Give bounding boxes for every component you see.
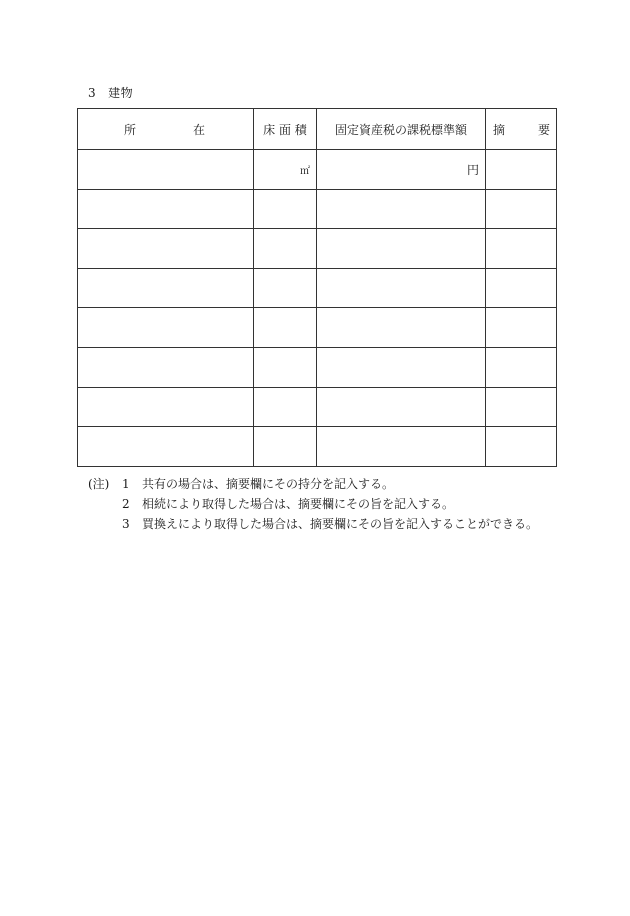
table-row (78, 150, 557, 190)
table-header-row (78, 109, 557, 150)
note-item (88, 494, 538, 514)
note-text: 共有の場合は、摘要欄にその持分を記入する。 (142, 477, 395, 491)
note-item (88, 474, 538, 494)
table-row (78, 229, 557, 269)
note-indent (88, 514, 122, 534)
note-text: 買換えにより取得した場合は、摘要欄にその旨を記入することができる。 (142, 517, 539, 531)
cell-location[interactable] (78, 268, 254, 308)
cell-assessed-value[interactable] (317, 387, 486, 427)
cell-floor-area[interactable] (254, 229, 317, 269)
notes-label: (注) (88, 477, 110, 491)
note-number: 3 (122, 517, 130, 531)
cell-remarks[interactable] (486, 347, 557, 387)
area-unit-label: ㎡ (300, 165, 310, 177)
header-remarks (486, 109, 557, 150)
table-row (78, 189, 557, 229)
cell-floor-area[interactable] (254, 387, 317, 427)
cell-location[interactable] (78, 427, 254, 467)
cell-assessed-value[interactable] (317, 229, 486, 269)
cell-floor-area[interactable] (254, 150, 317, 190)
building-table (77, 108, 557, 467)
cell-remarks[interactable] (486, 308, 557, 348)
note-indent (88, 494, 122, 514)
header-remarks-char-2: 要 (537, 122, 550, 137)
cell-floor-area[interactable] (254, 427, 317, 467)
header-location-char-2: 在 (192, 122, 205, 137)
note-number: 2 (122, 497, 130, 511)
header-location-char-1: 所 (124, 122, 137, 137)
cell-assessed-value[interactable] (317, 347, 486, 387)
cell-floor-area[interactable] (254, 308, 317, 348)
cell-assessed-value[interactable] (317, 150, 486, 190)
cell-remarks[interactable] (486, 189, 557, 229)
cell-floor-area[interactable] (254, 268, 317, 308)
header-floor-area: 床 面 積 (254, 109, 317, 150)
cell-remarks[interactable] (486, 387, 557, 427)
cell-location[interactable] (78, 308, 254, 348)
section-title: 建物 (108, 86, 134, 100)
notes-section (88, 474, 538, 534)
cell-floor-area[interactable] (254, 347, 317, 387)
cell-location[interactable] (78, 229, 254, 269)
header-assessed-value: 固定資産税の課税標準額 (317, 109, 486, 150)
cell-assessed-value[interactable] (317, 427, 486, 467)
section-heading (88, 84, 133, 101)
note-number: 1 (122, 477, 130, 491)
table-row (78, 427, 557, 467)
cell-assessed-value[interactable] (317, 189, 486, 229)
cell-assessed-value[interactable] (317, 268, 486, 308)
cell-floor-area[interactable] (254, 189, 317, 229)
cell-remarks[interactable] (486, 150, 557, 190)
note-text: 相続により取得した場合は、摘要欄にその旨を記入する。 (142, 497, 455, 511)
cell-location[interactable] (78, 189, 254, 229)
section-number: 3 (88, 86, 97, 100)
table-row (78, 387, 557, 427)
cell-location[interactable] (78, 387, 254, 427)
table-row (78, 308, 557, 348)
table-row (78, 268, 557, 308)
header-location (78, 109, 254, 150)
table-row (78, 347, 557, 387)
header-remarks-char-1: 摘 (493, 122, 506, 137)
value-unit-label: 円 (466, 162, 479, 177)
cell-remarks[interactable] (486, 427, 557, 467)
cell-remarks[interactable] (486, 229, 557, 269)
note-item (88, 514, 538, 534)
cell-location[interactable] (78, 347, 254, 387)
cell-remarks[interactable] (486, 268, 557, 308)
cell-location[interactable] (78, 150, 254, 190)
cell-assessed-value[interactable] (317, 308, 486, 348)
